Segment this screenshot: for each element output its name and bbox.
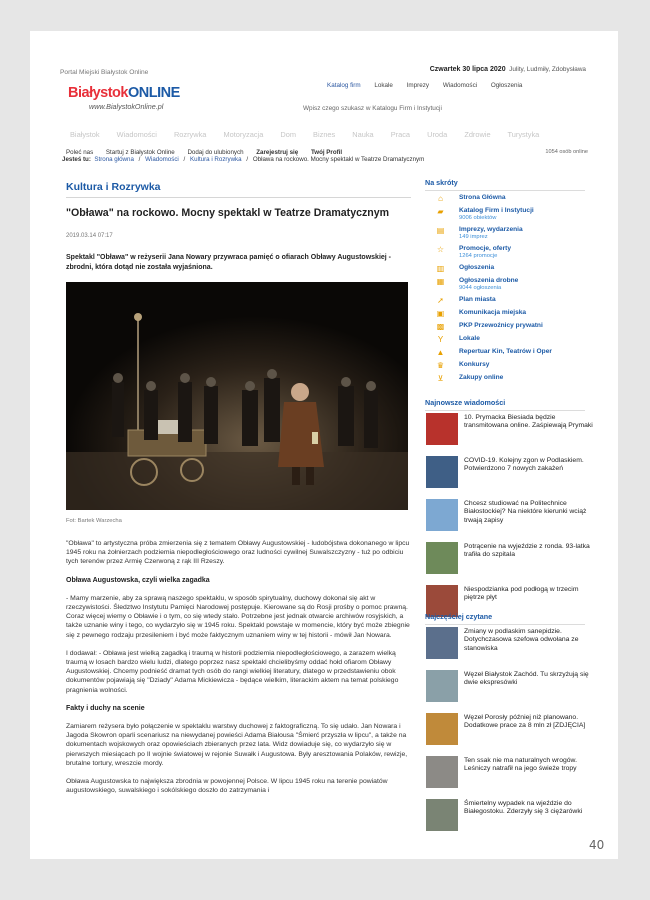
news-thumbnail[interactable] bbox=[426, 499, 458, 531]
quick-link-count: 9044 ogłoszenia bbox=[459, 285, 502, 291]
nav-item-business[interactable]: Biznes bbox=[313, 130, 336, 139]
article-paragraph: Zamiarem reżysera było połączenie w spektaklu warstwy duchowej z faktograficzną. To się udało. Jan Nowara i Jagoda Skowron oparli scenariusz na niewydanej powieści Adama Białousa "Śmierć przyszła w lipcu", a także na dokumentach wojskowych oraz opowieściach zbieranych przez lata. Widz dowiaduje się, co wydarzyło się w pierwszych miesiącach po II wojnie światowej w rejonie Suwałk i Augustowa. Były aresztowania Polaków, rewizje, brutalne tortury, wreszcie mordy. bbox=[66, 723, 408, 767]
news-thumbnail[interactable] bbox=[426, 756, 458, 788]
quick-link-label: Ogłoszenia bbox=[459, 264, 495, 271]
quick-link-item[interactable] bbox=[436, 226, 601, 241]
quick-link-label: Plan miasta bbox=[459, 296, 496, 303]
quick-link-item[interactable] bbox=[436, 264, 601, 273]
main-nav bbox=[70, 130, 554, 139]
date-bar bbox=[430, 66, 586, 73]
news-headline[interactable]: 10. Prymacka Biesiada będzie transmitowana online. Zaśpiewają Prymaki bbox=[464, 414, 593, 430]
quick-link-label: Promocje, oferty bbox=[459, 245, 512, 252]
news-thumbnail[interactable] bbox=[426, 627, 458, 659]
news-headline[interactable]: Niespodzianka pod podłogą w trzecim piętrze płyt bbox=[464, 586, 579, 602]
article-paragraph: "Obława" to artystyczna próba zmierzenia się z tematem Obławy Augustowskiej - ludobójstwa dokonanego w lipcu 1945 roku na żołnierzach podziemia niepodległościowego oraz ludności cywilnej Suwalszczyzny - tuż po odbiciu tych terenów przez Armię Czerwoną z rąk III Rzeszy. bbox=[66, 540, 410, 566]
cocktail-icon: Y bbox=[437, 335, 444, 344]
search-hint[interactable]: Wpisz czego szukasz w Katalogu Firm i Instytucji bbox=[303, 105, 442, 112]
quick-link-count: 1264 promocje bbox=[459, 253, 498, 259]
train-icon: ▩ bbox=[436, 322, 445, 331]
pin-icon: ➚ bbox=[437, 296, 444, 305]
news-headline[interactable]: Węzeł Porosły później niż planowano. Dodatkowe prace za 8 mln zł [ZDJĘCIA] bbox=[464, 714, 586, 730]
news-item[interactable] bbox=[426, 756, 598, 789]
homepage-link[interactable]: Startuj z Białystok Online bbox=[105, 149, 175, 156]
top-link-news[interactable]: Wiadomości bbox=[442, 82, 478, 89]
top-link-venues[interactable]: Lokale bbox=[374, 82, 393, 89]
quick-link-count: 149 imprez bbox=[459, 234, 488, 240]
breadcrumb-home[interactable]: Strona główna bbox=[94, 156, 134, 163]
breadcrumb-current: Obława na rockowo. Mocny spektakl w Teatrze Dramatycznym bbox=[252, 156, 425, 163]
quick-link-label: Imprezy, wydarzenia bbox=[459, 226, 523, 233]
news-headline[interactable]: Zmiany w podlaskim sanepidzie. Dotychczasowa szefowa odwołana ze stanowiska bbox=[464, 628, 579, 652]
top-link-ads[interactable]: Ogłoszenia bbox=[490, 82, 523, 89]
quick-link-label: PKP Przewoźnicy prywatni bbox=[459, 322, 543, 329]
article-lead: Spektakl "Obława" w reżyserii Jana Nowary przywraca pamięć o ofiarach Obławy Augustowskiej - zbrodni, która dotąd nie została wyjaśniona. bbox=[66, 254, 391, 271]
quick-link-item[interactable] bbox=[436, 296, 601, 305]
news-headline[interactable]: Chcesz studiować na Politechnice Białostockiej? Na niektóre kierunki wciąż trwają zapisy bbox=[464, 500, 587, 524]
quick-link-item[interactable] bbox=[436, 245, 601, 260]
namedays: Julity, Ludmiły, Zdobysława bbox=[509, 66, 586, 73]
nav-item-news[interactable]: Wiadomości bbox=[116, 130, 157, 139]
top-link-events[interactable]: Imprezy bbox=[406, 82, 430, 89]
article-body bbox=[66, 539, 411, 804]
quick-link-item[interactable] bbox=[436, 207, 601, 222]
news-thumbnail[interactable] bbox=[426, 413, 458, 445]
register-link[interactable]: Zarejestruj się bbox=[256, 149, 299, 156]
profile-link[interactable]: Twój Profil bbox=[310, 149, 343, 156]
quick-link-item[interactable] bbox=[436, 348, 601, 357]
bus-icon: ▣ bbox=[436, 309, 445, 318]
article-title: "Obława" na rockowo. Mocny spektakl w Teatrze Dramatycznym bbox=[66, 207, 390, 219]
article-subheading: Fakty i duchy na scenie bbox=[66, 704, 145, 712]
breadcrumb-sep: / bbox=[138, 156, 141, 163]
news-headline[interactable]: Ten ssak nie ma naturalnych wrogów. Leśniczy natrafił na jego świeże tropy bbox=[464, 757, 577, 773]
trophy-icon: ♛ bbox=[436, 361, 445, 370]
breadcrumb bbox=[62, 156, 424, 163]
article-paragraph: Obława Augustowska to największa zbrodnia w powojennej Polsce. W lipcu 1945 roku na terenie powiatów augustowskiego, suwalskiego i sokólskiego doszło do zatrzymania i bbox=[66, 778, 388, 795]
nav-item-science[interactable]: Nauka bbox=[352, 130, 374, 139]
quick-links bbox=[436, 194, 601, 387]
latest-news-title: Najnowsze wiadomości bbox=[425, 398, 585, 411]
quick-links-title: Na skróty bbox=[425, 178, 585, 191]
news-headline[interactable]: Śmiertelny wypadek na wjeździe do Białegostoku. Zderzyły się 3 ciężarówki bbox=[464, 800, 583, 816]
news-thumbnail[interactable] bbox=[426, 670, 458, 702]
logo-url: www.BialystokOnline.pl bbox=[89, 102, 164, 111]
article-photo[interactable] bbox=[66, 282, 408, 510]
quick-link-item[interactable] bbox=[436, 322, 601, 331]
nav-item-jobs[interactable]: Praca bbox=[390, 130, 411, 139]
logo-part2: ONLINE bbox=[127, 85, 180, 101]
clipboard-icon: ▥ bbox=[436, 264, 445, 273]
nav-item-health[interactable]: Zdrowie bbox=[464, 130, 491, 139]
article-paragraph: I dodawał: - Obława jest wielką zagadką i traumą w historii podziemia niepodległościowego, a zarazem wielką traumą w losach bardzo wielu ludzi, dlatego poprzez nasz spektakl chcielibyśmy oddać hołd ofiarom Obławy Augustowskiej. Chcemy podnieść dramat tych osób do rangi wielkiej literatury, dlatego w przedstawieniu obok dokumentów pojawiają się "Dziady" Adama Mickiewicza - będące wielkim, literackim aktem na temat polskiego pragnienia wolności. bbox=[66, 649, 399, 694]
quick-link-count: 9006 obiektów bbox=[459, 215, 497, 221]
quick-link-label: Repertuar Kin, Teatrów i Oper bbox=[459, 348, 552, 355]
nav-item-motoring[interactable]: Motoryzacja bbox=[223, 130, 264, 139]
news-thumbnail[interactable] bbox=[426, 713, 458, 745]
article-date: 2019.03.14 07:17 bbox=[66, 233, 113, 239]
quick-link-item[interactable] bbox=[436, 277, 601, 292]
section-title: Kultura i Rozrywka bbox=[66, 181, 411, 198]
site-logo[interactable] bbox=[68, 86, 180, 111]
photo-credit: Fot: Bartek Warzecha bbox=[66, 518, 122, 524]
utility-links bbox=[66, 149, 353, 156]
quick-link-label: Zakupy online bbox=[459, 374, 504, 381]
nav-item-entertainment[interactable]: Rozrywka bbox=[173, 130, 207, 139]
note-icon: ▦ bbox=[436, 277, 445, 286]
top-links bbox=[327, 82, 534, 89]
logo-part1: Białystok bbox=[68, 85, 128, 101]
home-icon: ⌂ bbox=[438, 194, 443, 203]
star-icon: ☆ bbox=[436, 245, 445, 254]
stage-scene bbox=[66, 282, 408, 510]
recommend-link[interactable]: Poleć nas bbox=[66, 149, 94, 156]
news-item[interactable] bbox=[426, 456, 598, 489]
news-headline[interactable]: COVID-19. Kolejny zgon w Podlaskiem. Potwierdzono 7 nowych zakażeń bbox=[464, 457, 584, 473]
quick-link-item[interactable] bbox=[436, 194, 601, 203]
nav-item-beauty[interactable]: Uroda bbox=[427, 130, 448, 139]
cart-icon: ⊻ bbox=[437, 374, 444, 383]
news-item[interactable] bbox=[426, 627, 598, 660]
breadcrumb-news[interactable]: Wiadomości bbox=[145, 156, 179, 163]
article-subheading: Obława Augustowska, czyli wielka zagadka bbox=[66, 576, 210, 584]
news-item[interactable] bbox=[426, 413, 598, 446]
breadcrumb-label: Jesteś tu: bbox=[62, 156, 91, 163]
article-paragraph: - Mamy marzenie, aby za sprawą naszego spektaklu, w sposób spirytualny, duchowy dokonał się akt w rzeczywistości. Śledztwo Instytutu Pamięci Narodowej postępuje. Kierowane są do Rosji prośby o pomoc prawną. Coraz więcej wiemy o Obławie i o tym, co się wtedy stało. Potrzebne jest jednak otwarcie archiwów rosyjskich, a także uznanie winy i tego, co wydarzyło się w 1945 roku. Spektakl powstaje w momencie, który być może zbiegnie się z pewnego rodzaju przesileniem i być może faktycznym uznaniem winy w tej historii - mówił Jan Nowara. bbox=[66, 594, 410, 639]
portal-label: Portal Miejski Białystok Online bbox=[60, 69, 149, 76]
quick-link-label: Komunikacja miejska bbox=[459, 309, 527, 316]
nav-item-tourism[interactable]: Turystyka bbox=[507, 130, 540, 139]
most-read-list bbox=[426, 627, 598, 842]
quick-link-label: Lokale bbox=[459, 335, 480, 342]
most-read-title: Najczęściej czytane bbox=[425, 612, 585, 625]
news-item[interactable] bbox=[426, 670, 598, 703]
quick-link-label: Strona Główna bbox=[459, 194, 506, 201]
online-count: 1054 osób online bbox=[545, 149, 588, 155]
news-item[interactable] bbox=[426, 542, 598, 575]
quick-link-label: Ogłoszenia drobne bbox=[459, 277, 519, 284]
quick-link-item[interactable] bbox=[436, 361, 601, 370]
nav-item-home[interactable]: Dom bbox=[280, 130, 296, 139]
bookmark-link[interactable]: Dodaj do ulubionych bbox=[187, 149, 244, 156]
news-item[interactable] bbox=[426, 499, 598, 532]
news-thumbnail[interactable] bbox=[426, 542, 458, 574]
nav-item-bialystok[interactable]: Białystok bbox=[70, 130, 100, 139]
news-headline[interactable]: Potrącenie na wyjeździe z ronda. 93-latka trafiła do szpitala bbox=[464, 543, 590, 559]
breadcrumb-culture[interactable]: Kultura i Rozrywka bbox=[190, 156, 242, 163]
quick-link-item[interactable] bbox=[436, 309, 601, 318]
theater-icon: ▲ bbox=[436, 348, 445, 357]
page-number: 40 bbox=[589, 838, 605, 852]
quick-link-item[interactable] bbox=[436, 335, 601, 344]
quick-link-label: Katalog Firm i Instytucji bbox=[459, 207, 534, 214]
current-date: Czwartek 30 lipca 2020 bbox=[429, 66, 506, 73]
quick-link-label: Konkursy bbox=[459, 361, 490, 368]
news-item[interactable] bbox=[426, 713, 598, 746]
news-headline[interactable]: Węzeł Białystok Zachód. Tu skrzyżują się dwie ekspresówki bbox=[464, 671, 589, 687]
news-thumbnail[interactable] bbox=[426, 456, 458, 488]
news-item[interactable] bbox=[426, 799, 598, 832]
quick-link-item[interactable] bbox=[436, 374, 601, 383]
top-link-catalog[interactable]: Katalog firm bbox=[327, 82, 361, 89]
breadcrumb-sep: / bbox=[246, 156, 249, 163]
news-thumbnail[interactable] bbox=[426, 799, 458, 831]
breadcrumb-sep: / bbox=[183, 156, 186, 163]
latest-news-list bbox=[426, 413, 598, 628]
calendar-icon: ▤ bbox=[436, 226, 445, 235]
folder-icon: ▰ bbox=[437, 207, 444, 216]
